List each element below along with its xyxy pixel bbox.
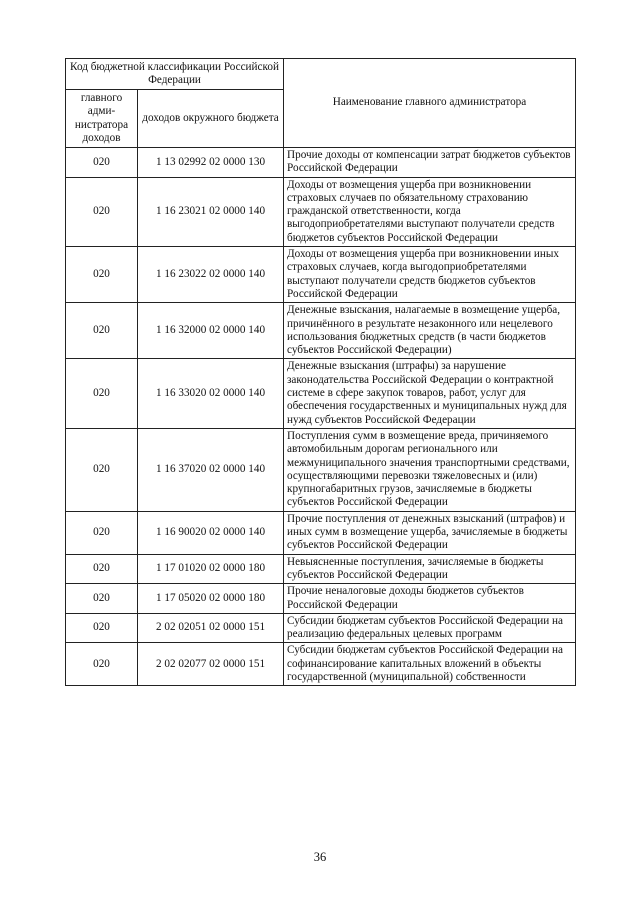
header-income-column: доходов окружного бюджета [138, 90, 284, 148]
budget-code-cell: 1 16 90020 02 0000 140 [138, 511, 284, 554]
admin-code-cell: 020 [66, 643, 138, 686]
administrator-name-cell: Денежные взыскания (штрафы) за нарушение законодательства Российской Федерации о контрактной системе в сфере закупок товаров, работ, услуг для обеспечения государственных и муниципальных нужд для нужд субъектов Российской Федерации [284, 359, 576, 428]
admin-code-cell: 020 [66, 359, 138, 428]
table-row [66, 511, 576, 554]
table-row [66, 247, 576, 303]
header-row-group [66, 59, 576, 90]
header-name-column: Наименование главного администратора [284, 59, 576, 148]
administrator-name-cell: Прочие поступления от денежных взысканий (штрафов) и иных сумм в возмещение ущерба, зачисляемые в бюджеты субъектов Российской Федерации [284, 511, 576, 554]
budget-code-cell: 1 16 33020 02 0000 140 [138, 359, 284, 428]
admin-code-cell: 020 [66, 247, 138, 303]
header-admin-column: главного адми-нистратора доходов [66, 90, 138, 148]
table-row [66, 613, 576, 643]
table-row [66, 643, 576, 686]
budget-code-cell: 1 16 23021 02 0000 140 [138, 177, 284, 246]
admin-code-cell: 020 [66, 428, 138, 511]
administrator-name-cell: Доходы от возмещения ущерба при возникновении иных страховых случаев, когда выгодоприобретателями выступают получатели средств бюджетов субъектов Российской Федерации [284, 247, 576, 303]
budget-code-cell: 1 16 37020 02 0000 140 [138, 428, 284, 511]
page-number: 36 [313, 850, 327, 864]
table-row [66, 303, 576, 359]
admin-code-cell: 020 [66, 584, 138, 614]
administrator-name-cell: Невыясненные поступления, зачисляемые в бюджеты субъектов Российской Федерации [284, 554, 576, 584]
budget-code-cell: 1 16 32000 02 0000 140 [138, 303, 284, 359]
budget-code-cell: 1 13 02992 02 0000 130 [138, 148, 284, 178]
admin-code-cell: 020 [66, 177, 138, 246]
administrator-name-cell: Поступления сумм в возмещение вреда, причиняемого автомобильным дорогам регионального или межмуниципального значения транспортными средствами, осуществляющими перевозки тяжеловесных и (или) крупногабаритных грузов, зачисляемые в бюджеты субъектов Российской Федерации [284, 428, 576, 511]
admin-code-cell: 020 [66, 148, 138, 178]
budget-code-cell: 1 16 23022 02 0000 140 [138, 247, 284, 303]
admin-code-cell: 020 [66, 511, 138, 554]
admin-code-cell: 020 [66, 613, 138, 643]
budget-code-cell: 2 02 02077 02 0000 151 [138, 643, 284, 686]
budget-code-cell: 1 17 01020 02 0000 180 [138, 554, 284, 584]
table-row [66, 177, 576, 246]
table-row [66, 554, 576, 584]
administrator-name-cell: Субсидии бюджетам субъектов Российской Федерации на софинансирование капитальных вложений в объекты государственной (муниципальной) собственности [284, 643, 576, 686]
administrator-name-cell: Субсидии бюджетам субъектов Российской Федерации на реализацию федеральных целевых программ [284, 613, 576, 643]
table-row [66, 148, 576, 178]
budget-code-cell: 1 17 05020 02 0000 180 [138, 584, 284, 614]
header-code-group: Код бюджетной классификации Российской Федерации [66, 59, 284, 90]
table-row [66, 584, 576, 614]
administrator-name-cell: Прочие неналоговые доходы бюджетов субъектов Российской Федерации [284, 584, 576, 614]
table-row [66, 359, 576, 428]
admin-code-cell: 020 [66, 554, 138, 584]
administrator-name-cell: Прочие доходы от компенсации затрат бюджетов субъектов Российской Федерации [284, 148, 576, 178]
table-row [66, 428, 576, 511]
administrator-name-cell: Денежные взыскания, налагаемые в возмещение ущерба, причинённого в результате незаконного или нецелевого использования бюджетных средств (в части бюджетов субъектов Российской Федерации) [284, 303, 576, 359]
admin-code-cell: 020 [66, 303, 138, 359]
income-administrators-table [65, 58, 576, 686]
budget-code-cell: 2 02 02051 02 0000 151 [138, 613, 284, 643]
administrator-name-cell: Доходы от возмещения ущерба при возникновении страховых случаев по обязательному страхованию гражданской ответственности, когда выгодоприобретателями выступают получатели средств бюджетов субъектов Российской Федерации [284, 177, 576, 246]
